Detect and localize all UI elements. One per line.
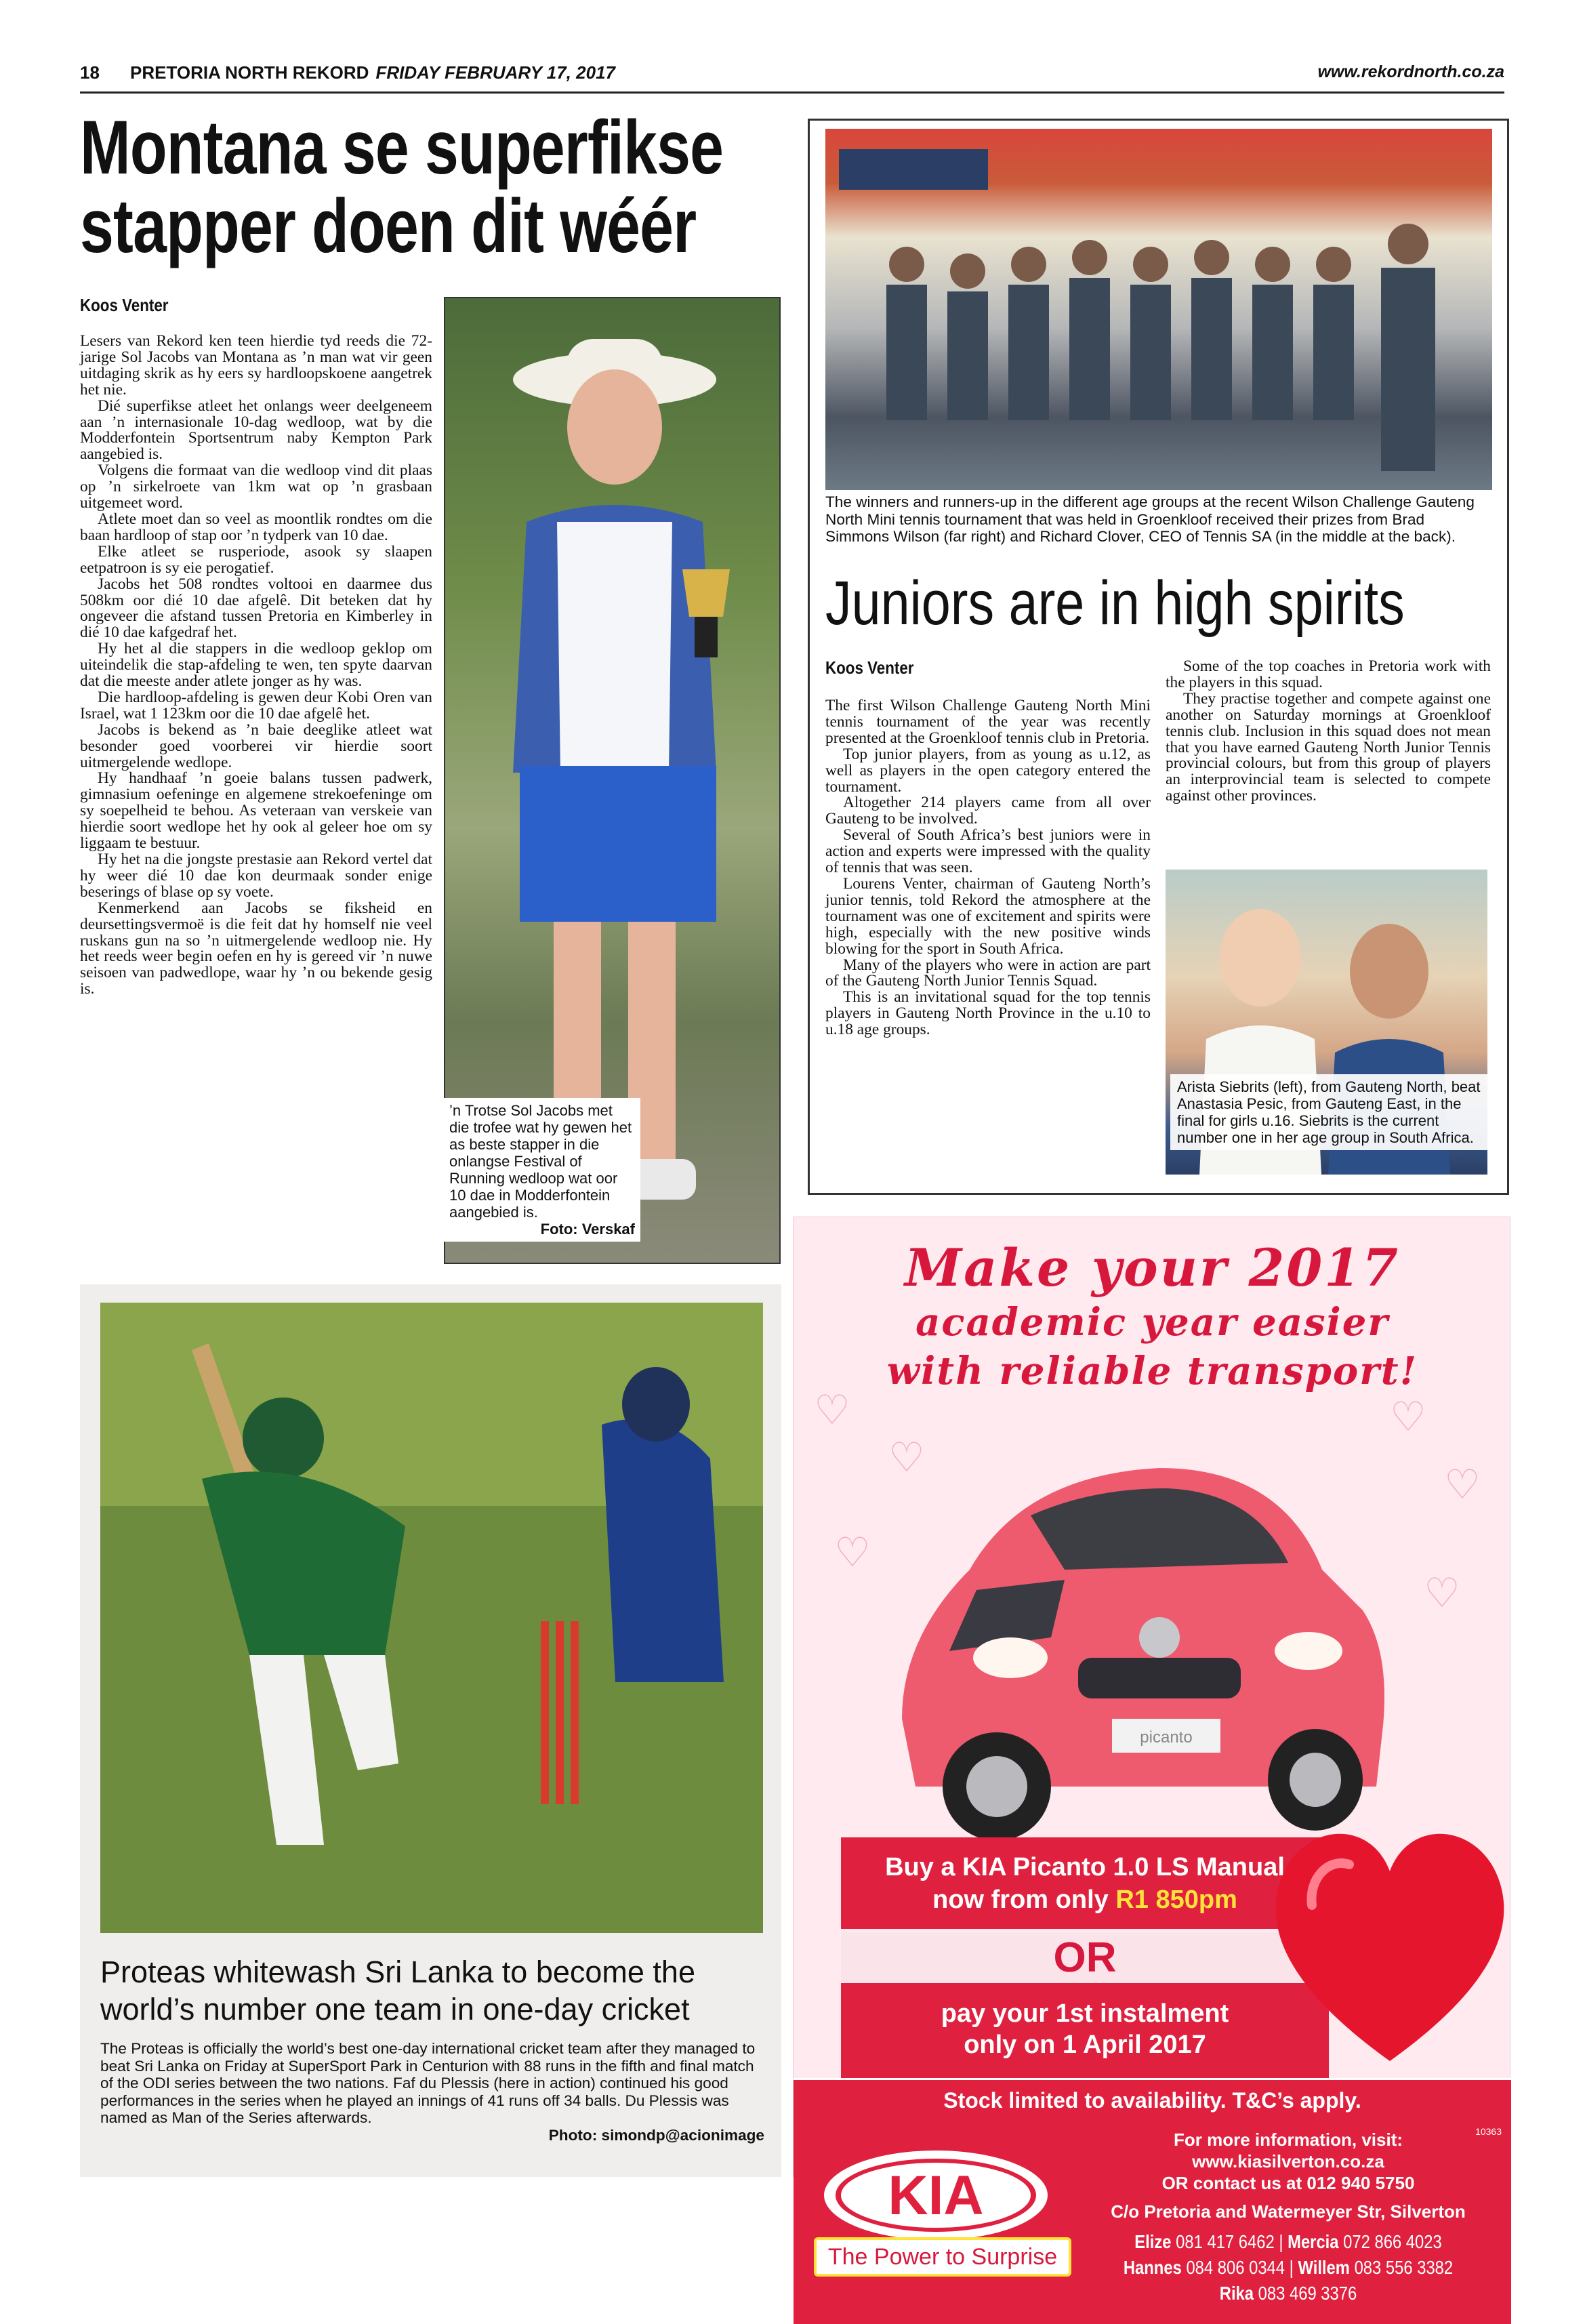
dealer-address: C/o Pretoria and Watermeyer Str, Silverton (1111, 2201, 1466, 2222)
caption-text: ’n Trotse Sol Jacobs met die trofee wat hy gewen het as beste stapper in die onlangse Festival of Running wedloop wat oor 10 dae in Modderfontein aangebied is. (449, 1102, 632, 1221)
salesperson-name: Hannes (1123, 2257, 1182, 2278)
montana-article-body (80, 333, 432, 998)
dealer-phone: OR contact us at 012 940 5750 (1161, 2173, 1415, 2193)
contact-details (1078, 2129, 1498, 2306)
info-line: For more information, visit: (1173, 2129, 1403, 2150)
offer-line1: Buy a KIA Picanto 1.0 LS Manual (885, 1853, 1285, 1881)
salesperson-phone: 072 866 4023 (1343, 2231, 1442, 2252)
dealer-contact-panel (794, 2121, 1511, 2324)
tennis-photo-caption: The winners and runners-up in the different age groups at the recent Wilson Challenge Gauteng North Mini tennis tournament that was held in Groenkloof received their prizes from Brad Simmons Wilson (far right) and Richard Clover, CEO of Tennis SA (in the middle at the back). (825, 493, 1475, 545)
paragraph: Altogether 214 players came from all over Gauteng to be involved. (825, 794, 1151, 828)
salesperson-name: Elize (1134, 2231, 1172, 2252)
cricket-photo (100, 1303, 763, 1933)
paragraph: Hy het na die jongste prestasie aan Rekord vertel dat hy weer dié 10 dae kon deurmaak sonder enige beserings of blase op sy voete. (80, 851, 432, 901)
photo-credit: Photo: simondp@acionimage (548, 2126, 764, 2144)
paragraph: Top junior players, from as young as u.12, as well as players in the open category entered the tournament. (825, 745, 1151, 796)
paragraph: Lourens Venter, chairman of Gauteng North’s junior tennis, told Rekord the atmosphere at the tournament was one of excitement and spirits were high, especially with the new positive winds blowing for the sport in South Africa. (825, 874, 1151, 958)
dealer-website[interactable]: www.kiasilverton.co.za (1192, 2151, 1384, 2172)
photo-credit: Foto: Verskaf (540, 1221, 635, 1238)
kia-logo-text: KIA (888, 2165, 984, 2226)
paragraph: The first Wilson Challenge Gauteng North Mini tennis tournament of the year was recently presented at the Groenkloof tennis club in Pretoria. (825, 697, 1151, 747)
paragraph: This is an invitational squad for the top tennis players in Gauteng North Province in the u.10 to u.18 age groups. (825, 988, 1151, 1039)
instalment-line1: pay your 1st instalment (941, 1999, 1229, 2028)
salesperson-line (1110, 2255, 1467, 2281)
paragraph: Many of the players who were in action are part of the Gauteng North Junior Tennis Squad. (825, 956, 1151, 990)
publication-name (130, 62, 615, 83)
stock-disclaimer: Stock limited to availability. T&C’s apply. (794, 2078, 1511, 2121)
ad-headline-line1: Make your 2017 (905, 1238, 1400, 1298)
paragraph: Lesers van Rekord ken teen hierdie tyd reeds die 72-jarige Sol Jacobs van Montana as ’n man wat vir geen uitdaging skrik as hy eers sy hardloopskoene aangetrek het nie. (80, 332, 432, 399)
cricket-batsman-icon (100, 1303, 763, 1933)
page-number: 18 (80, 62, 100, 83)
juniors-article-column-1 (825, 698, 1151, 1038)
kia-advertisement[interactable] (793, 1217, 1510, 2304)
tennis-winners-photo (825, 129, 1492, 490)
cricket-headline: Proteas whitewash Sri Lanka to become the world’s number one team in one-day cricket (100, 1955, 695, 2026)
kia-picanto-car-icon (875, 1434, 1403, 1841)
paragraph: Some of the top coaches in Pretoria work with the players in this squad. (1166, 657, 1491, 691)
heart-icon: ♡ (1424, 1570, 1460, 1617)
or-label: OR (841, 1932, 1329, 1983)
montana-headline-line1: Montana se superfikse (80, 105, 724, 190)
paragraph: Hy het al die stappers in die wedloop geklop om uiteindelik die stap-afdeling te wen, ten spyte daarvan dat die meeste ander atlete jonger as hy was. (80, 640, 432, 691)
caption-text: The Proteas is officially the world’s best one-day international cricket team after they managed to beat Sri Lanka on Friday at SuperSport Park in Centurion with 88 runs in the fifth and final match of the ODI series between the two nations. Faf du Plessis (here in action) continued his good performances in the series when he played an innings of 41 runs off 34 balls. Du Plessis was named as Man of the Series afterwards. (100, 2040, 756, 2126)
ad-headline-line2: academic year easier (915, 1300, 1389, 1345)
offer-price: R1 850pm (1115, 1885, 1237, 1914)
paragraph: Hy handhaaf ’n goeie balans tussen padwerk, gimnasium oefeninge en algemene strekoefeninge om sy soepelheid te behou. As veteraan van verskeie van hierdie soort wedlope het hy ook al geleer hoe om sy liggaam te bestuur. (80, 769, 432, 853)
paragraph: They practise together and compete against one another on Saturday mornings at Groenkloof tennis club. Inclusion in this squad does not mean that you have earned Gauteng North Junior Tennis provincial colours, but from this group of players an interprovincial team is selected to compete against other provinces. (1166, 689, 1491, 805)
salesperson-phone: 081 417 6462 | (1176, 2231, 1283, 2252)
salesperson-line (1110, 2281, 1467, 2306)
paragraph: Several of South Africa’s best juniors were in action and experts were impressed with the quality of tennis that was seen. (825, 826, 1151, 877)
paragraph: Atlete moet dan so veel as moontlik rondtes om die baan hardloop of stap oor ’n tydperk van 10 dae. (80, 510, 432, 544)
heart-icon: ♡ (834, 1529, 871, 1576)
ad-headline-line3: with reliable transport! (886, 1349, 1418, 1393)
paragraph: Jacobs het 508 rondtes voltooi en daarmee dus 508km oor dié 10 dae afgelê. Dit beteken dat hy ongeveer die afstand tussen Pretoria en Kimberley in dié 10 dae kafgedraf het. (80, 575, 432, 642)
salesperson-name: Rika (1219, 2283, 1254, 2304)
heart-icon: ♡ (1444, 1461, 1481, 1509)
juniors-byline: Koos Venter (825, 657, 914, 678)
cricket-caption (100, 2040, 764, 2144)
salesperson-name: Mercia (1288, 2231, 1339, 2252)
instalment-box (841, 1983, 1329, 2078)
salesperson-phone: 084 806 0344 | (1186, 2257, 1294, 2278)
kia-logo-icon (821, 2148, 1051, 2243)
red-heart-icon (1268, 1790, 1512, 2075)
salesperson-phone: 083 469 3376 (1258, 2283, 1357, 2304)
offer-box (841, 1837, 1329, 1929)
publication-title: PRETORIA NORTH REKORD (130, 62, 369, 83)
montana-headline-line2: stapper doen dit wéér (80, 184, 697, 268)
offer-line2 (841, 1883, 1329, 1916)
paragraph: Volgens die formaat van die wedloop vind dit plaas op ’n sirkelroete van 1km wat op ’n grasbaan uitgemeet word. (80, 462, 432, 512)
juniors-article-column-2 (1166, 659, 1491, 804)
sol-photo-caption (444, 1098, 640, 1242)
paragraph: Jacobs is bekend as ’n baie deeglike atleet wat besonder goed voorberei vir hierdie soort uitmergelende wedlope. (80, 720, 432, 771)
salesperson-line (1110, 2229, 1467, 2255)
paragraph: Elke atleet se rusperiode, asook sy slaapen eetpatroon is sy eie perogatief. (80, 542, 432, 577)
montana-headline (80, 105, 724, 268)
juniors-headline: Juniors are in high spirits (825, 569, 1405, 638)
offer-prefix: now from only (932, 1885, 1109, 1914)
heart-icon: ♡ (1390, 1393, 1426, 1441)
paragraph: Die hardloop-afdeling is gewen deur Kobi Oren van Israel, wat 1 123km oor die 10 dae afgelê het. (80, 688, 432, 722)
ad-code: 10363 (1475, 2126, 1502, 2137)
salesperson-phone: 083 556 3382 (1354, 2257, 1454, 2278)
issue-date: FRIDAY FEBRUARY 17, 2017 (375, 62, 616, 83)
license-plate-text: picanto (1140, 1728, 1193, 1747)
paragraph: Dié superfikse atleet het onlangs weer deelgeneem aan ’n internasionale 10-dag wedloop, wat by die Modderfontein Sportsentrum naby Kempton Park aangebied is. (80, 396, 432, 464)
masthead (80, 62, 1504, 94)
girls-photo-caption: Arista Siebrits (left), from Gauteng North, beat Anastasia Pesic, from Gauteng East, in the final for girls u.16. Siebrits is the current number one in her age group in South Africa. (1170, 1074, 1487, 1150)
group-players-icon (825, 129, 1492, 490)
paragraph: Kenmerkend aan Jacobs se fiksheid en deursettingsvermoë is die feit dat hy homself nie veel ruskans gun na so ’n uitmergelende wedloop nie. Hy het reeds weer begin oefen en hy is gereed vir ’n nuwe seisoen van padwedlope, waar hy ’n ou bekende gesig is. (80, 899, 432, 998)
heart-icon: ♡ (888, 1434, 925, 1482)
kia-tagline: The Power to Surprise (814, 2237, 1071, 2277)
salesperson-name: Willem (1298, 2257, 1350, 2278)
instalment-line2: only on 1 April 2017 (964, 2031, 1206, 2059)
montana-byline: Koos Venter (80, 295, 169, 315)
heart-icon: ♡ (814, 1387, 850, 1434)
website-link[interactable]: www.rekordnorth.co.za (1317, 62, 1504, 81)
